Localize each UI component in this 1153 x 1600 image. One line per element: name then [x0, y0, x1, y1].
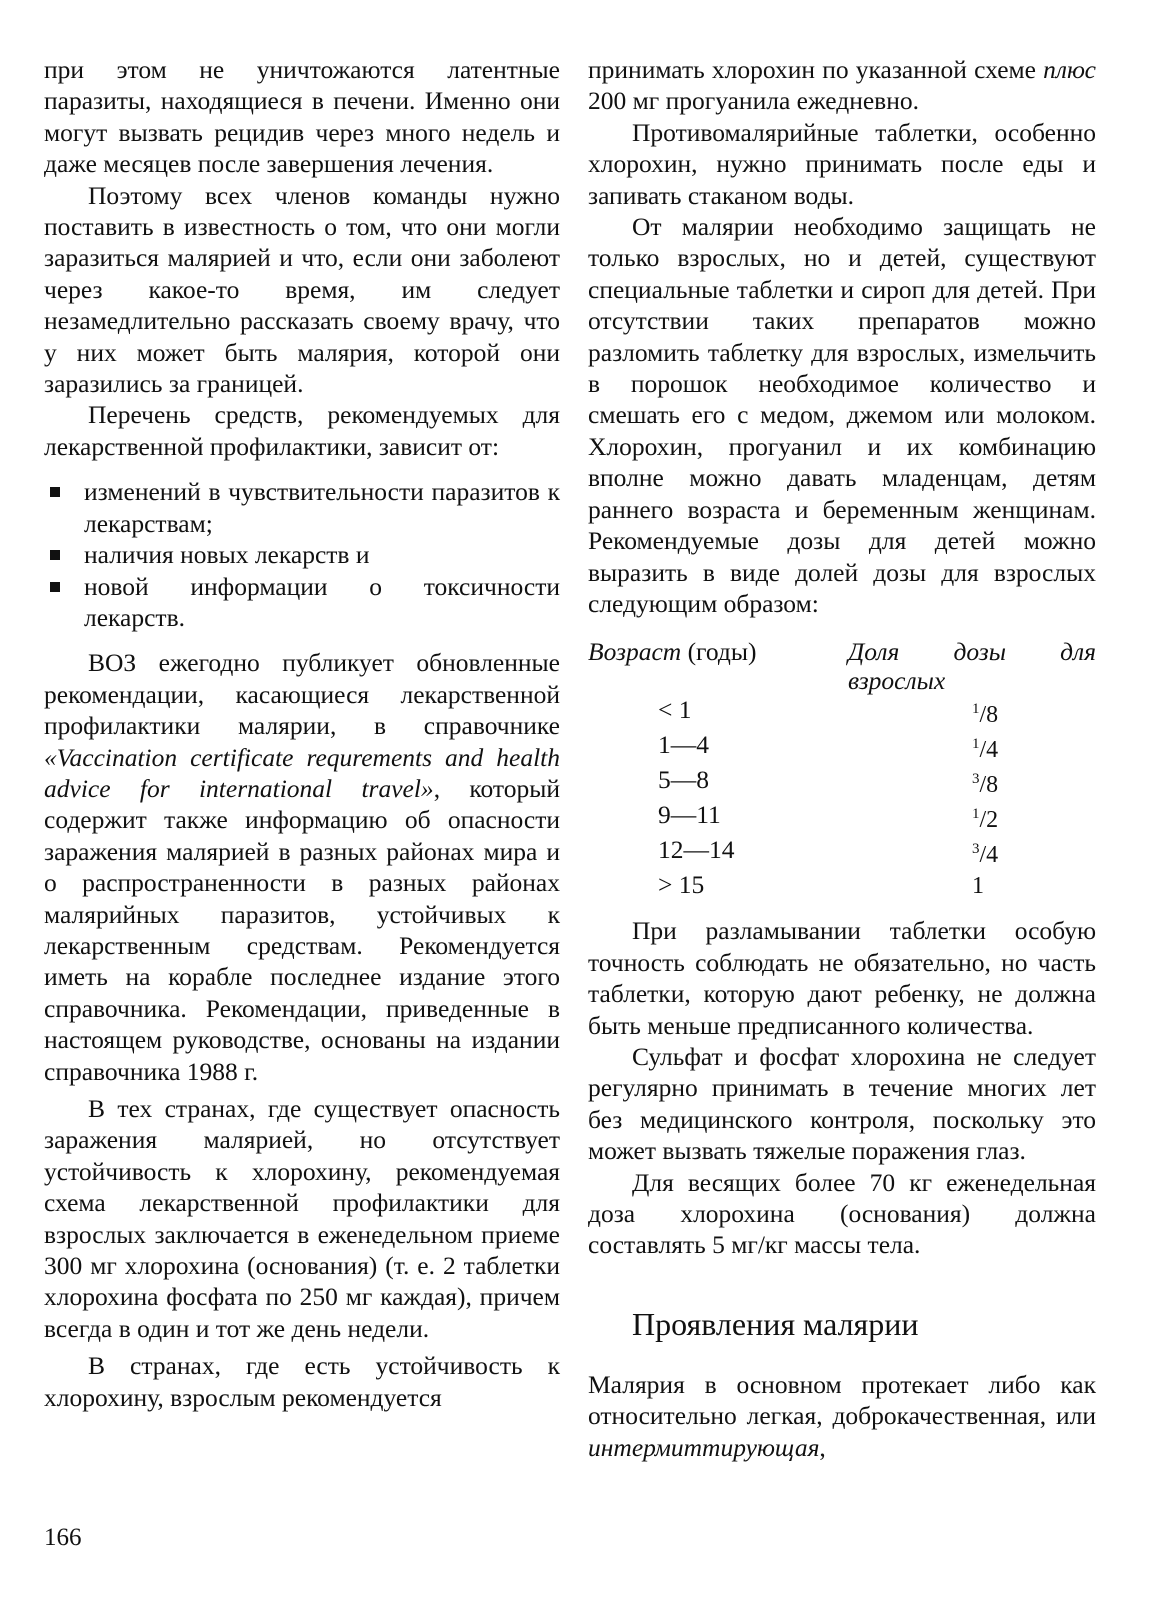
fraction-denominator: 2 [986, 807, 999, 834]
fraction-numerator: 3 [972, 771, 980, 788]
age-cell: 9—11 [658, 800, 721, 830]
square-bullet-icon [50, 550, 60, 560]
reference-title: «Vaccination certificate requrements and health advice for international travel» [44, 742, 560, 803]
dose-cell: $^3$/8 [972, 771, 999, 799]
header-age-label: Возраст [588, 637, 682, 667]
text-run: , [819, 1432, 826, 1462]
list-item-text: изменений в чувствительности паразитов к лекарствам; [84, 477, 560, 538]
table-row [588, 695, 1096, 730]
section-heading: Проявления малярии [632, 1305, 919, 1342]
emphasis: плюс [1043, 55, 1096, 84]
fraction-denominator: 4 [986, 737, 999, 764]
fraction-numerator: 1 [972, 736, 980, 753]
dose-cell: $^1$/2 [972, 806, 999, 834]
bullet-list [44, 476, 560, 633]
text-run: 200 мг прогуанила ежедневно. [588, 86, 919, 116]
dose-whole: 1 [972, 873, 984, 900]
paragraph: Перечень средств, рекомендуемых для лекарственной профилактики, зависит от: [44, 400, 560, 461]
dose-cell: $^1$/8 [972, 701, 999, 729]
paragraph [588, 1369, 1096, 1463]
dose-table [588, 637, 1096, 901]
fraction-numerator: 1 [972, 806, 980, 823]
paragraph: При разламывании таблетки особую точность соблюдать не обязательно, но часть таблетки, которую дают ребенку, не должна быть меньше предписанного количества. [588, 916, 1096, 1040]
table-row [588, 800, 1096, 835]
age-cell: 12—14 [658, 835, 735, 865]
list-item-text: наличия новых лекарств и [84, 540, 370, 570]
paragraph: В тех странах, где существует опасность заражения малярией, но отсутствует устойчивость к хлорохину, рекомендуемая схема лекарственной профилактики для взрослых заключается в еженедельном приеме 300 мг хлорохина (основания) (т. е. 2 таблетки хлорохина фосфата по 250 мг каждая), причем всегда в один и тот же день недели. [44, 1094, 560, 1343]
header-dose-label: Доля дозы для взрослых [848, 637, 1096, 696]
table-row [588, 870, 1096, 901]
text-run: , который содержит также информацию об опасности заражения малярией в разных районах мира и о распространенности в разных районах малярийных паразитов, устойчивых к лекарственным средствам. Рекомендуется иметь на корабле последнее издание этого справочника. Рекомендации, приведенные в настоящем руководстве, основаны на издании справочника 1988 г. [44, 773, 560, 1086]
fraction-numerator: 1 [972, 701, 980, 718]
header-dose [848, 637, 1096, 695]
age-cell: < 1 [658, 695, 692, 725]
fraction-numerator: 3 [972, 841, 980, 858]
table-row [588, 730, 1096, 765]
fraction-denominator: 8 [986, 702, 999, 729]
fraction-denominator: 4 [986, 842, 999, 869]
table-row [588, 765, 1096, 800]
age-cell: 1—4 [658, 730, 709, 760]
square-bullet-icon [50, 582, 60, 592]
paragraph: при этом не уничтожаются латентные паразиты, находящиеся в печени. Именно они могут вызвать рецидив через много недель и даже месяцев после завершения лечения. [44, 55, 560, 179]
age-cell: > 15 [658, 870, 705, 900]
dose-cell: $^3$/4 [972, 841, 999, 869]
emphasis: интермиттирующая [588, 1432, 820, 1462]
dose-cell: $^1$/4 [972, 736, 999, 764]
paragraph [588, 54, 1096, 117]
square-bullet-icon [50, 487, 60, 497]
paragraph: От малярии необходимо защищать не только взрослых, но и детей, существуют специальные таблетки и сироп для детей. При отсутствии таких препаратов можно разломить таблетку для взрослых, измельчить в порошок необходимое количество и смешать его с медом, джемом или молоком. Хлорохин, прогуанил и их комбинацию вполне можно давать младенцам, детям раннего возраста и беременным женщинам. Рекомендуемые дозы для детей можно выразить в виде долей дозы для взрослых следующим образом: [588, 212, 1096, 618]
paragraph: В странах, где есть устойчивость к хлорохину, взрослым рекомендуется [44, 1351, 560, 1412]
paragraph: Противомалярийные таблетки, особенно хлорохин, нужно принимать после еды и запивать стаканом воды. [588, 117, 1096, 210]
header-age [588, 637, 848, 695]
table-row [588, 835, 1096, 870]
text-run: принимать хлорохин по указанной схеме [588, 55, 1044, 84]
list-item [84, 476, 560, 539]
page-number: 166 [44, 1524, 82, 1551]
fraction-denominator: 8 [986, 772, 999, 799]
paragraph-who [44, 647, 560, 1087]
list-item [84, 539, 560, 570]
age-cell: 5—8 [658, 765, 709, 795]
table-header-row [588, 637, 1096, 695]
text-run: ВОЗ ежегодно публикует обновленные рекомендации, касающиеся лекарственной профилактики малярии, в справочнике [44, 648, 560, 741]
left-column [44, 54, 560, 1413]
list-item-text: новой информации о токсичности лекарств. [84, 571, 560, 632]
paragraph: Поэтому всех членов команды нужно поставить в известность о том, что они могли заразиться малярией и что, если они заболеют через какое-то время, им следует незамедлительно рассказать своему врачу, что у них может быть малярия, которой они заразились за границей. [44, 180, 560, 399]
paragraph: Сульфат и фосфат хлорохина не следует регулярно принимать в течение многих лет без медицинского контроля, поскольку это может вызвать тяжелые поражения глаз. [588, 1041, 1096, 1166]
list-item [84, 571, 560, 634]
right-column [588, 54, 1096, 1463]
text-run: Малярия в основном протекает либо как относительно легкая, доброкачественная, или [588, 1369, 1096, 1431]
dose-cell [848, 870, 1096, 901]
paragraph: Для весящих более 70 кг еженедельная доза хлорохина (основания) должна составлять 5 мг/кг массы тела. [588, 1167, 1096, 1260]
header-age-unit: (годы) [687, 637, 757, 667]
